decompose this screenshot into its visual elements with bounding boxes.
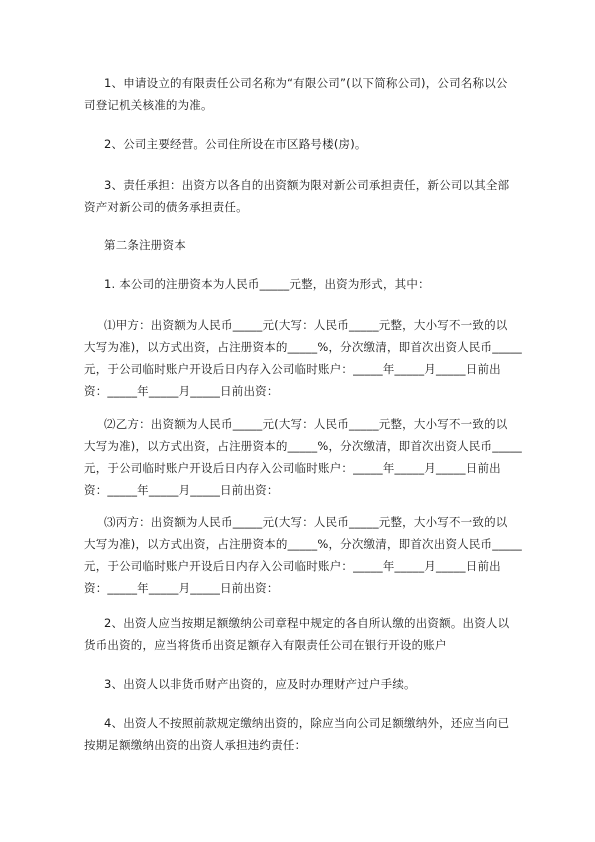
text-line: 元，于公司临时账户开设后日内存入公司临时账户：_____年_____月_____日前出: [84, 362, 501, 376]
text-line: 3、出资人以非货币财产出资的，应及时办理财产过户手续。: [104, 677, 416, 691]
text-line: ⑶丙方：出资额为人民币_____元(大写：人民币_____元整，大小写不一致的以: [104, 515, 508, 529]
paragraph-registered-capital: [84, 273, 514, 295]
paragraph-liability: [84, 174, 514, 218]
text-line: 货币出资的，应当将货币出资足额存入有限责任公司在银行开设的账户: [84, 638, 447, 652]
paragraph-business-address: [84, 133, 514, 155]
paragraph-non-currency-property: [84, 673, 514, 695]
text-line: 3、责任承担：出资方以各自的出资额为限对新公司承担责任，新公司以其全部: [104, 178, 510, 192]
paragraph-party-b: [84, 413, 523, 501]
text-line: 资：_____年_____月_____日前出资：: [84, 581, 279, 595]
text-line: 1. 本公司的注册资本为人民币_____元整，出资为形式，其中：: [104, 277, 430, 291]
text-line: 资：_____年_____月_____日前出资：: [84, 384, 279, 398]
paragraph-breach-liability: [84, 712, 514, 756]
text-line: 2、出资人应当按期足额缴纳公司章程中规定的各自所认缴的出资额。出资人以: [104, 616, 510, 630]
text-line: 元，于公司临时账户开设后日内存入公司临时账户：_____年_____月_____日前出: [84, 461, 501, 475]
text-line: 2、公司主要经营。公司住所设在市区路号楼(房)。: [104, 137, 367, 151]
text-line: 元，于公司临时账户开设后日内存入公司临时账户：_____年_____月_____日前出: [84, 559, 501, 573]
paragraph-company-name: [84, 72, 514, 116]
text-line: ⑴甲方：出资额为人民币_____元(大写：人民币_____元整，大小写不一致的以: [104, 318, 508, 332]
paragraph-party-c: [84, 511, 523, 599]
text-line: 4、出资人不按照前款规定缴纳出资的，除应当向公司足额缴纳外，还应当向已: [104, 716, 510, 730]
text-line: 资：_____年_____月_____日前出资：: [84, 483, 279, 497]
text-line: 大写为准)，以方式出资，占注册资本的_____%，分次缴清，即首次出资人民币_____: [84, 537, 523, 551]
text-line: 司登记机关核准的为准。: [84, 98, 213, 112]
section-heading: 第二条注册资本: [104, 238, 186, 252]
section-heading-registered-capital: [104, 234, 534, 256]
text-line: 资产对新公司的债务承担责任。: [84, 200, 248, 214]
paragraph-party-a: [84, 314, 523, 402]
text-line: ⑵乙方：出资额为人民币_____元(大写：人民币_____元整，大小写不一致的以: [104, 417, 508, 431]
text-line: 1、申请设立的有限责任公司名称为“有限公司”(以下简称公司)，公司名称以公: [104, 76, 508, 90]
text-line: 按期足额缴纳出资的出资人承担违约责任：: [84, 738, 307, 752]
text-line: 大写为准)，以方式出资，占注册资本的_____%，分次缴清，即首次出资人民币_____: [84, 340, 523, 354]
text-line: 大写为准)，以方式出资，占注册资本的_____%，分次缴清，即首次出资人民币_____: [84, 439, 523, 453]
paragraph-payment-obligation: [84, 612, 514, 656]
